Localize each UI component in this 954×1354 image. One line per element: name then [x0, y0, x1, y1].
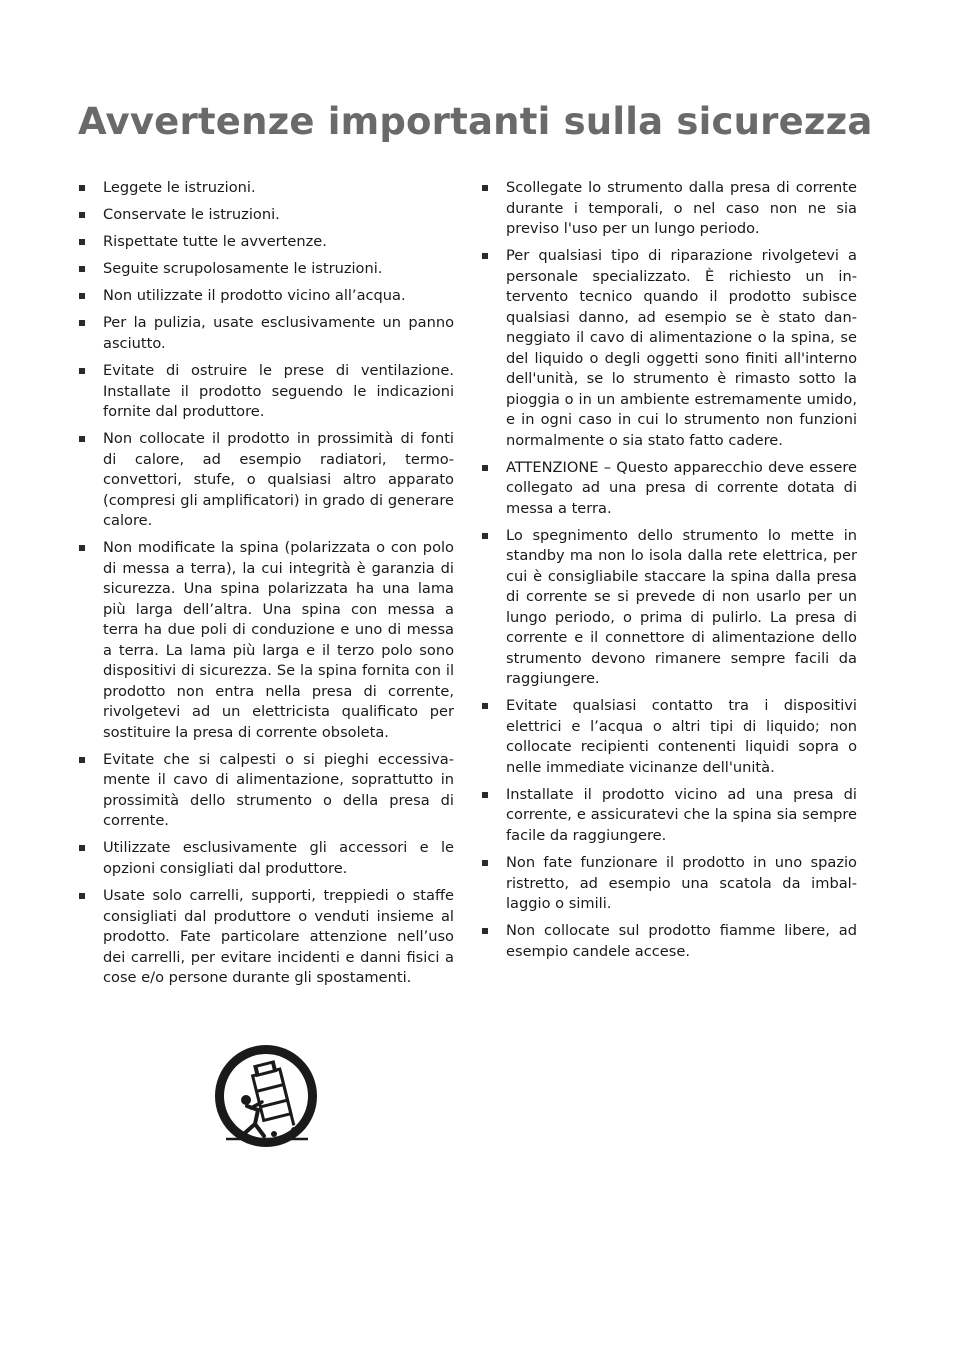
bullet-square-icon — [79, 893, 85, 899]
list-item — [78, 178, 454, 199]
list-item — [481, 785, 857, 847]
list-item-text: Non collocate il prodotto in prossimità di fonti di calore, ad esempio radiatori, termoconvettori, stufe, o qualsiasi altro apparato (compresi gli amplificatori) in grado di generare calore. — [103, 430, 454, 530]
bullet-square-icon — [79, 845, 85, 851]
bullet-square-icon — [79, 320, 85, 326]
list-item-text: Per qualsiasi tipo di riparazione rivolgetevi a personale specializzato. È richiesto un intervento tecnico quando il prodotto subisce qualsiasi danno, ad esempio se è stato danneggiato il cavo di alimentazione o la spina, se del liquido o degli oggetti sono finiti all'interno dell'unità, se lo strumento è rimasto sotto la pioggia o in un ambiente estremamente umido, e in ogni caso in cui lo strumento non funzioni normalmente o sia stato fatto cadere. — [506, 247, 857, 449]
bullet-square-icon — [79, 239, 85, 245]
bullet-square-icon — [482, 533, 488, 539]
list-item-text: Conservate le istruzioni. — [103, 206, 280, 224]
cart-tip-over-warning-icon — [214, 1044, 318, 1148]
list-item — [78, 538, 454, 743]
list-item-text: Leggete le istruzioni. — [103, 179, 256, 196]
bullet-square-icon — [482, 185, 488, 191]
safety-list-left — [78, 178, 454, 995]
bullet-square-icon — [79, 436, 85, 442]
bullet-square-icon — [482, 792, 488, 798]
bullet-square-icon — [79, 757, 85, 763]
list-item-text: Lo spegnimento dello strumento lo mette in standby ma non lo isola dalla rete elettrica, per cui è consigliabile staccare la spina dalla presa di corrente se si prevede di non usarlo per un lungo periodo, o prima di pulirlo. La presa di corrente e il connettore di alimentazione dello strumento devono rimanere sempre facili da raggiungere. — [506, 526, 857, 688]
list-item — [481, 526, 857, 690]
bullet-square-icon — [482, 703, 488, 709]
list-item — [481, 246, 857, 451]
list-item — [78, 232, 454, 253]
list-item-text: Non fate funzionare il prodotto in uno spazio ristretto, ad esempio una scatola da imballaggio o simili. — [506, 854, 857, 913]
list-item-text: Utilizzate esclusivamente gli accessori e le opzioni consigliati dal produttore. — [103, 839, 454, 877]
bullet-square-icon — [482, 928, 488, 934]
list-item-text: Installate il prodotto vicino ad una presa di corrente, e assicuratevi che la spina sia sempre facile da raggiungere. — [506, 785, 857, 844]
list-item — [78, 886, 454, 989]
list-item — [78, 259, 454, 280]
list-item — [78, 205, 454, 226]
list-item — [78, 286, 454, 307]
list-item-text: Non utilizzate il prodotto vicino all’acqua. — [103, 287, 406, 305]
list-item — [78, 838, 454, 879]
list-item — [481, 921, 857, 962]
bullet-square-icon — [79, 293, 85, 299]
list-item-text: Evitate di ostruire le prese di ventilazione. Installate il prodotto seguendo le indicazioni fornite dal produttore. — [103, 362, 454, 421]
bullet-square-icon — [79, 266, 85, 272]
list-item-text: Evitate qualsiasi contatto tra i dispositivi elettrici e l’acqua o altri tipi di liquido; non collocate recipienti contenenti liquidi sopra o nelle immediate vicinanze dell'unità. — [506, 697, 857, 776]
list-item — [481, 458, 857, 520]
bullet-square-icon — [79, 368, 85, 374]
list-item-text: Evitate che si calpesti o si pieghi eccessivamente il cavo di alimentazione, soprattutto in prossimità dello strumento o della presa di corrente. — [103, 750, 454, 830]
list-item-text: Per la pulizia, usate esclusivamente un panno asciutto. — [103, 314, 454, 352]
bullet-square-icon — [482, 860, 488, 866]
list-item — [481, 853, 857, 915]
bullet-square-icon — [79, 545, 85, 551]
bullet-square-icon — [79, 185, 85, 191]
list-item-text: Scollegate lo strumento dalla presa di corrente durante i temporali, o nel caso non ne sia previso l'uso per un lungo periodo. — [506, 179, 857, 237]
list-item — [78, 361, 454, 423]
list-item-text: Non modificate la spina (polarizzata o con polo di messa a terra), la cui integrità è garanzia di sicurezza. Una spina polarizzata ha una lama più larga dell’altra. Una spina con messa a terra ha due poli di conduzione e uno di messa a terra. La lama più larga e il terzo polo sono dispositivi di sicurezza. Se la spina fornita con il prodotto non entra nella presa di corrente, rivolgetevi ad un elettricista qualificato per sostituire la presa di corrente obsoleta. — [103, 539, 454, 741]
bullet-square-icon — [482, 253, 488, 259]
list-item — [78, 313, 454, 354]
page-title: Avvertenze importanti sulla sicurezza — [78, 100, 873, 143]
list-item-text: ATTENZIONE – Questo apparecchio deve essere collegato ad una presa di corrente dotata di messa a terra. — [506, 458, 857, 517]
list-item-text: Non collocate sul prodotto fiamme libere, ad esempio candele accese. — [506, 922, 857, 960]
list-item — [78, 429, 454, 532]
list-item — [481, 696, 857, 778]
list-item — [481, 178, 857, 240]
list-item — [78, 750, 454, 832]
bullet-square-icon — [79, 212, 85, 218]
list-item-text: Rispettate tutte le avvertenze. — [103, 233, 327, 251]
list-item-text: Usate solo carrelli, supporti, treppiedi o staffe consigliati dal produttore o venduti insieme al prodotto. Fate particolare attenzione nell’uso dei carrelli, per evitare incidenti e danni fisici a cose e/o persone durante gli spostamenti. — [103, 887, 454, 987]
bullet-square-icon — [482, 465, 488, 471]
list-item-text: Seguite scrupolosamente le istruzioni. — [103, 260, 383, 278]
safety-list-right — [481, 178, 857, 969]
